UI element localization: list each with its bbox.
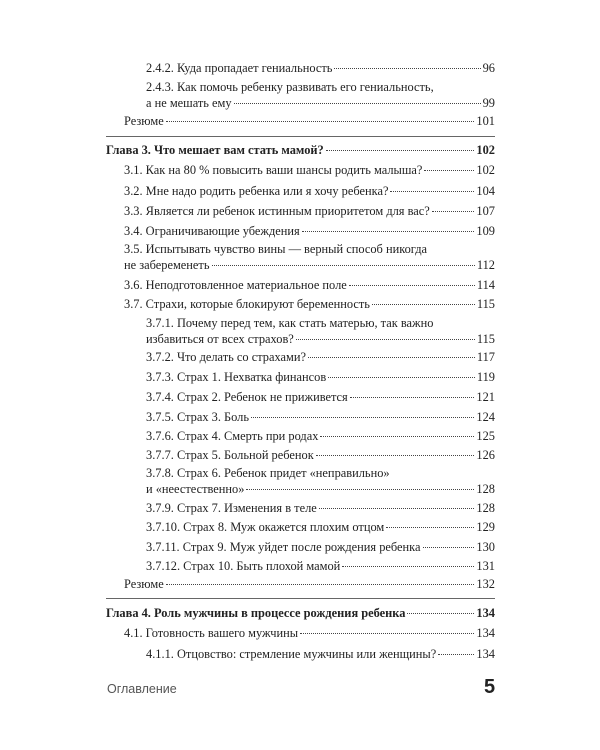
toc-entry-page: 102 [476,143,495,157]
toc-entry [124,576,495,592]
toc-entry [146,60,495,76]
toc-entry [146,79,495,111]
toc-entry-title: Глава 4. Роль мужчины в процессе рождения ребенка [106,606,406,620]
toc-entry [124,241,495,273]
toc-entry-page: 104 [476,184,495,198]
toc-entry [124,183,495,199]
toc-entry-page: 124 [476,410,495,424]
toc-entry-title: и «неестественно» [146,482,245,496]
toc-entry [146,409,495,425]
toc-entry-title: Резюме [124,114,164,128]
toc-entry-page: 125 [476,429,495,443]
toc-entry-title: 3.7. Страхи, которые блокируют беременность [124,297,370,311]
toc-entry-title: 3.4. Ограничивающие убеждения [124,224,300,238]
toc-entry [146,428,495,444]
toc-entry-page: 114 [476,278,495,292]
toc-entry [146,315,495,347]
running-footer-section-title: Оглавление [107,682,177,696]
toc-entry-title: а не мешать ему [146,96,232,110]
toc-entry [146,465,495,497]
toc-entry-title: 3.2. Мне надо родить ребенка или я хочу ребенка? [124,184,389,198]
toc-entry-title: 3.7.10. Страх 8. Муж окажется плохим отцом [146,520,385,534]
toc-entry-page: 102 [476,163,495,177]
toc-entry-title: 4.1.1. Отцовство: стремление мужчины или женщины? [146,647,437,661]
toc-entry-page: 130 [476,540,495,554]
toc-entry-title: не забеременеть [124,258,210,272]
toc-entry [124,203,495,219]
toc-entry-title: 3.7.7. Страх 5. Больной ребенок [146,448,314,462]
toc-entry [124,113,495,129]
toc-entry [124,162,495,178]
toc-entry-page: 99 [482,96,495,110]
toc-chapter-entry [106,605,495,621]
toc-entry [146,500,495,516]
toc-entry-title: 3.7.5. Страх 3. Боль [146,410,250,424]
chapter-separator [106,136,495,137]
toc-entry-title: 3.7.12. Страх 10. Быть плохой мамой [146,559,341,573]
toc-entry-page: 112 [476,258,495,272]
toc-entry-title: Глава 3. Что мешает вам стать мамой? [106,143,324,157]
toc-entry-page: 126 [476,448,495,462]
toc-entry-page: 96 [482,61,495,75]
toc-entry-title: 3.7.2. Что делать со страхами? [146,350,306,364]
toc-entry [124,296,495,312]
toc-entry [124,277,495,293]
toc-entry-title: 3.7.11. Страх 9. Муж уйдет после рождения ребенка [146,540,421,554]
toc-entry-title-line1: 3.5. Испытывать чувство вины — верный способ никогда [124,242,428,256]
toc-entry-title: 3.6. Неподготовленное материальное поле [124,278,347,292]
toc-entry-title-line1: 2.4.3. Как помочь ребенку развивать его гениальность, [146,80,434,94]
toc-entry-title: 3.7.4. Страх 2. Ребенок не приживется [146,390,348,404]
toc-entry-page: 117 [476,350,495,364]
toc-entry-title: 3.7.6. Страх 4. Смерть при родах [146,429,319,443]
toc-entry [146,389,495,405]
toc-entry-page: 121 [476,390,495,404]
toc-entry-title: 3.7.9. Страх 7. Изменения в теле [146,501,317,515]
toc-entry-title-line1: 3.7.1. Почему перед тем, как стать матерью, так важно [146,316,434,330]
toc-entry [124,223,495,239]
toc-entry [146,369,495,385]
chapter-separator [106,598,495,599]
toc-entry [146,539,495,555]
toc-entry-page: 109 [476,224,495,238]
toc-entry-page: 134 [476,626,495,640]
toc-entry-page: 128 [476,501,495,515]
toc-entry [146,646,495,662]
toc-entry [124,625,495,641]
toc-entry-page: 134 [476,647,495,661]
toc-entry [146,558,495,574]
toc-entry-page: 101 [476,114,495,128]
toc-entry-title: Резюме [124,577,164,591]
toc-entry-page: 119 [476,370,495,384]
toc-chapter-entry [106,142,495,158]
page-number: 5 [484,676,496,698]
toc-entry-title: избавиться от всех страхов? [146,332,294,346]
toc-entry-page: 107 [476,204,495,218]
toc-entry [146,349,495,365]
toc-entry-page: 134 [476,606,495,620]
toc-entry-title: 2.4.2. Куда пропадает гениальность [146,61,333,75]
toc-entry-page: 128 [476,482,495,496]
toc-entry-title: 3.3. Является ли ребенок истинным приоритетом для вас? [124,204,430,218]
toc-entry-page: 129 [476,520,495,534]
toc-entry-page: 132 [476,577,495,591]
toc-entry-page: 115 [476,332,495,346]
toc-entry [146,447,495,463]
toc-entry-title-line1: 3.7.8. Страх 6. Ребенок придет «неправильно» [146,466,390,480]
toc-entry [146,519,495,535]
toc-entry-title: 3.7.3. Страх 1. Нехватка финансов [146,370,327,384]
toc-entry-page: 131 [476,559,495,573]
toc-entry-title: 3.1. Как на 80 % повысить ваши шансы родить малыша? [124,163,423,177]
toc-entry-title: 4.1. Готовность вашего мужчины [124,626,299,640]
toc-entry-page: 115 [476,297,495,311]
